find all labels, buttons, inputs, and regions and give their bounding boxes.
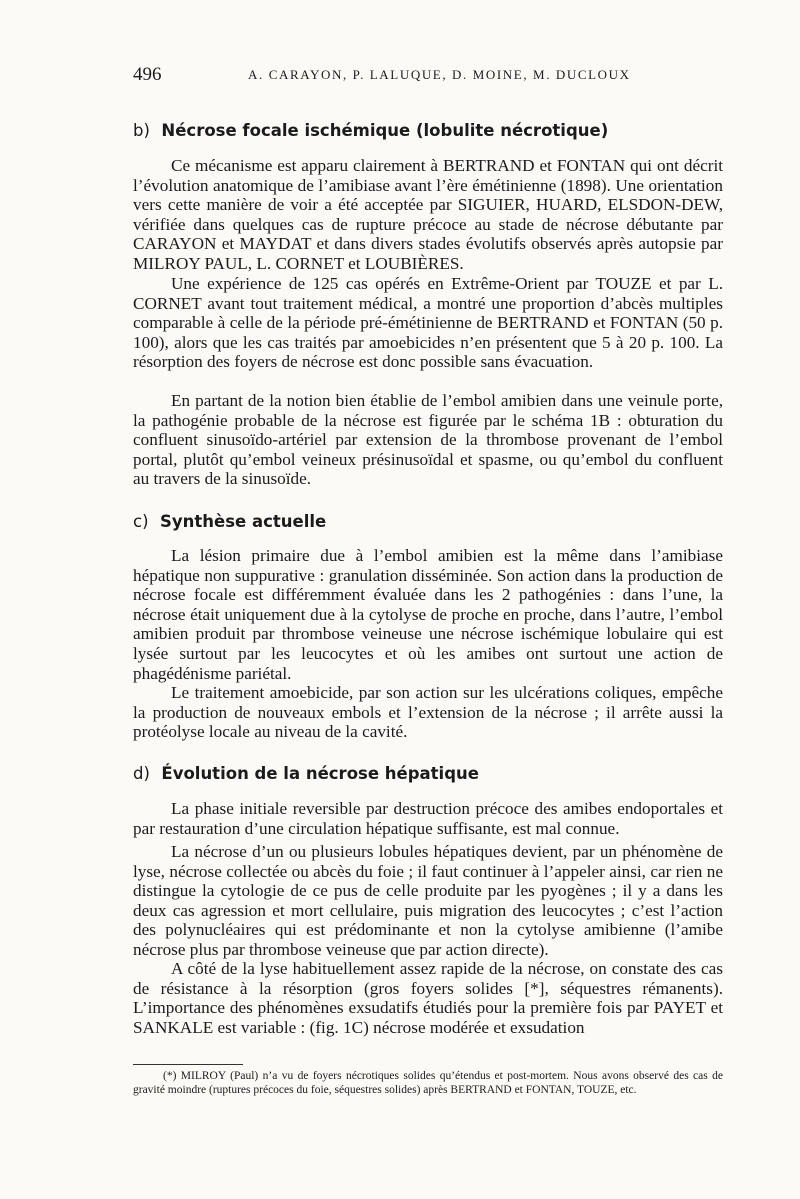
section-d-paragraph-3: A côté de la lyse habituellement assez rapide de la nécrose, on constate des cas de résistance à la résorption (gros foyers solides [*], séquestres rémanents). L’importance des phénomènes exsudatifs étudiés pour la première fois par PAYET et SANKALE est variable : (fig. 1C) nécrose modérée et exsudation (133, 959, 723, 1037)
section-c-paragraph-2-block (133, 683, 723, 742)
section-b-paragraph-2: Une expérience de 125 cas opérés en Extrême-Orient par TOUZE et par L. CORNET avant tout traitement médical, a montré une proportion d’abcès multiples comparable à celle de la période pré-émétinienne de BERTRAND et FONTAN (50 p. 100), alors que les cas traités par amoebicides n’en présentent que 5 à 20 p. 100. La résorption des foyers de nécrose est donc possible sans évacuation. (133, 274, 723, 372)
section-c-letter: c) (133, 512, 149, 531)
section-d-paragraph-3-block (133, 959, 723, 1037)
footnote: (*) MILROY (Paul) n’a vu de foyers nécrotiques solides qu’étendus et post-mortem. Nous avons observé des cas de gravité moindre (ruptures précoces du foie, séquestres solides) après BERTRAND et FONTAN, TOUZE, etc. (133, 1070, 723, 1096)
section-b-letter: b) (133, 121, 150, 140)
section-d-letter: d) (133, 764, 150, 783)
section-b-paragraph-3-block (133, 391, 723, 489)
section-c (133, 512, 723, 531)
section-d (133, 764, 723, 783)
section-c-title: Synthèse actuelle (160, 512, 327, 531)
running-head-authors: A. CARAYON, P. LALUQUE, D. MOINE, M. DUCLOUX (248, 67, 631, 82)
section-c-heading (133, 512, 723, 531)
section-d-heading (133, 764, 723, 783)
section-c-paragraph-1-block (133, 546, 723, 683)
section-d-paragraph-2: La nécrose d’un ou plusieurs lobules hépatiques devient, par un phénomène de lyse, nécrose collectée ou abcès du foie ; il faut continuer à l’appeler ainsi, car rien ne distingue la cytologie de ce pus de celle produite par les pyogènes ; il y a dans les deux cas agression et mort cellulaire, puis migration des leucocytes ; c’est l’action des polynucléaires qui est prédominante et non la cytolyse amibienne (l’amibe nécrose plus par thrombose veineuse que par action directe). (133, 842, 723, 959)
section-d-paragraph-1: La phase initiale reversible par destruction précoce des amibes endoportales et par restauration d’une circulation hépatique suffisante, est mal connue. (133, 799, 723, 838)
footnote-rule (133, 1064, 243, 1065)
page-number: 496 (133, 64, 162, 85)
section-b-paragraph-3: En partant de la notion bien établie de l’embol amibien dans une veinule porte, la pathogénie probable de la nécrose est figurée par le schéma 1B : obturation du confluent sinusoïdo-artériel par extension de la thrombose provenant de l’embol portal, plutôt qu’embol veineux présinusoïdal et spasme, ou qu’embol du confluent au travers de la sinusoïde. (133, 391, 723, 489)
section-d-paragraph-2-block (133, 842, 723, 960)
section-b-paragraph-1: Ce mécanisme est apparu clairement à BERTRAND et FONTAN qui ont décrit l’évolution anatomique de l’amibiase avant l’ère émétinienne (1898). Une orientation vers cette manière de voir a été acceptée par SIGUIER, HUARD, ELSDON-DEW, vérifiée dans quelques cas de rupture précoce au stade de nécrose débutante par CARAYON et MAYDAT et dans divers stades évolutifs observés après autopsie par MILROY PAUL, L. CORNET et LOUBIÈRES. (133, 156, 723, 273)
section-b-paragraph-1-block (133, 156, 723, 274)
section-b-heading (133, 121, 723, 140)
section-b (133, 121, 723, 140)
section-b-paragraph-2-block (133, 274, 723, 372)
section-d-paragraph-1-block (133, 799, 723, 838)
section-b-title: Nécrose focale ischémique (lobulite nécrotique) (161, 121, 609, 140)
section-d-title: Évolution de la nécrose hépatique (161, 764, 479, 783)
section-c-paragraph-1: La lésion primaire due à l’embol amibien est la même dans l’amibiase hépatique non suppurative : granulation disséminée. Son action dans la production de nécrose focale est différemment évaluée dans les 2 pathogénies : dans l’une, la nécrose était uniquement due à la cytolyse de proche en proche, dans l’autre, l’embol amibien produit par thrombose veineuse une nécrose ischémique lobulaire qui est lysée surtout par les leucocytes et où les amibes ont surtout une action de phagédénisme pariétal. (133, 546, 723, 683)
section-c-paragraph-2: Le traitement amoebicide, par son action sur les ulcérations coliques, empêche la production de nouveaux embols et l’extension de la nécrose ; il arrête aussi la protéolyse locale au niveau de la cavité. (133, 683, 723, 742)
